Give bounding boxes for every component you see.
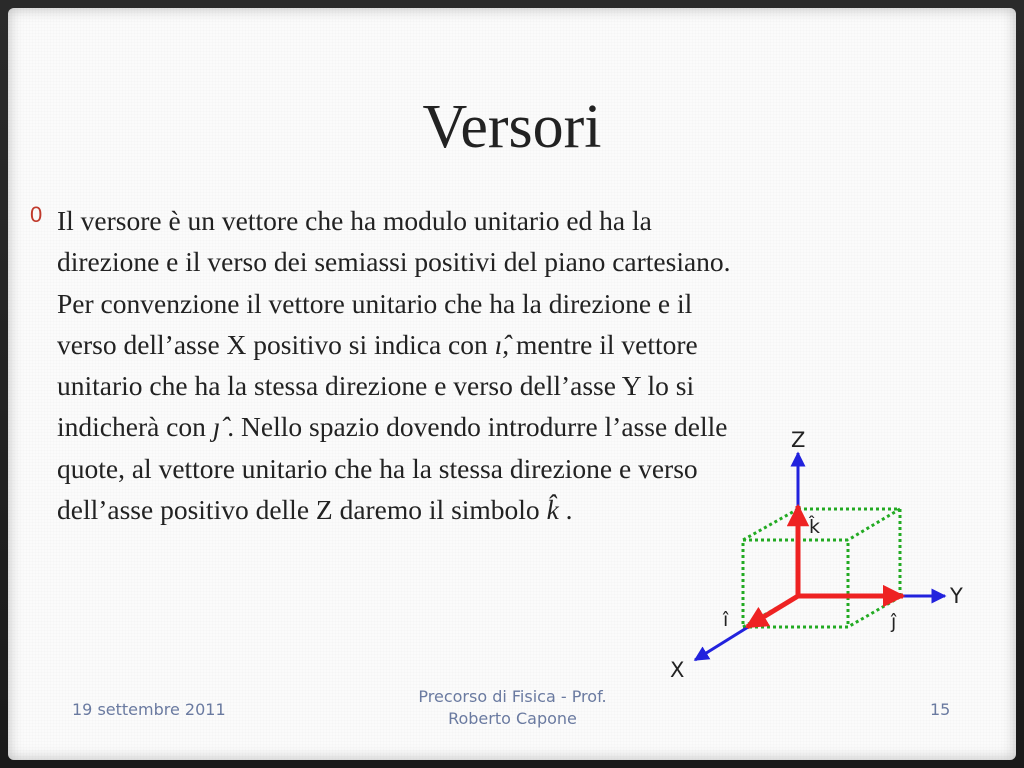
footer-course-line2: Roberto Capone xyxy=(448,709,577,728)
symbol-k-hat: k̂ xyxy=(546,494,559,526)
slide-title: Versori xyxy=(422,93,602,161)
bullet-marker: 0 xyxy=(30,202,43,227)
symbol-j-hat: ȷ̂ xyxy=(212,411,221,443)
symbol-i-hat: ı̂ xyxy=(494,328,503,360)
i-hat-vector xyxy=(747,596,798,627)
unit-vectors-diagram xyxy=(665,420,985,685)
i-hat-label: î xyxy=(723,609,729,631)
j-hat-label: ĵ xyxy=(891,611,897,633)
body-text-part-3: . Nello spazio dovendo introdurre l’asse delle quote, al vettore unitario che ha la stessa direzione e verso dell’asse positivo delle Z daremo il simbolo xyxy=(57,411,728,526)
y-axis-label: Y xyxy=(950,584,963,608)
footer-course-line1: Precorso di Fisica - Prof. xyxy=(418,687,607,706)
k-hat-label: k̂ xyxy=(809,516,821,538)
footer-page-number: 15 xyxy=(930,700,951,719)
footer-date: 19 settembre 2011 xyxy=(72,700,226,719)
bullet-item xyxy=(30,200,740,530)
body-text-part-2: , mentre il vettore unitario che ha la stessa direzione e verso dell’asse Y lo si indicherà con xyxy=(57,328,698,443)
body-text-part-4: . xyxy=(558,494,573,526)
cube-wireframe xyxy=(743,509,900,627)
footer-course xyxy=(380,686,645,730)
body-text-part-1: Il versore è un vettore che ha modulo unitario ed ha la direzione e il verso dei semiassi positivi del piano cartesiano. Per convenzione il vettore unitario che ha la direzione e il verso dell’asse X positivo si indica con xyxy=(57,205,731,360)
x-axis-label: X xyxy=(670,658,685,682)
z-axis-label: Z xyxy=(791,428,806,452)
bullet-text xyxy=(57,200,740,530)
